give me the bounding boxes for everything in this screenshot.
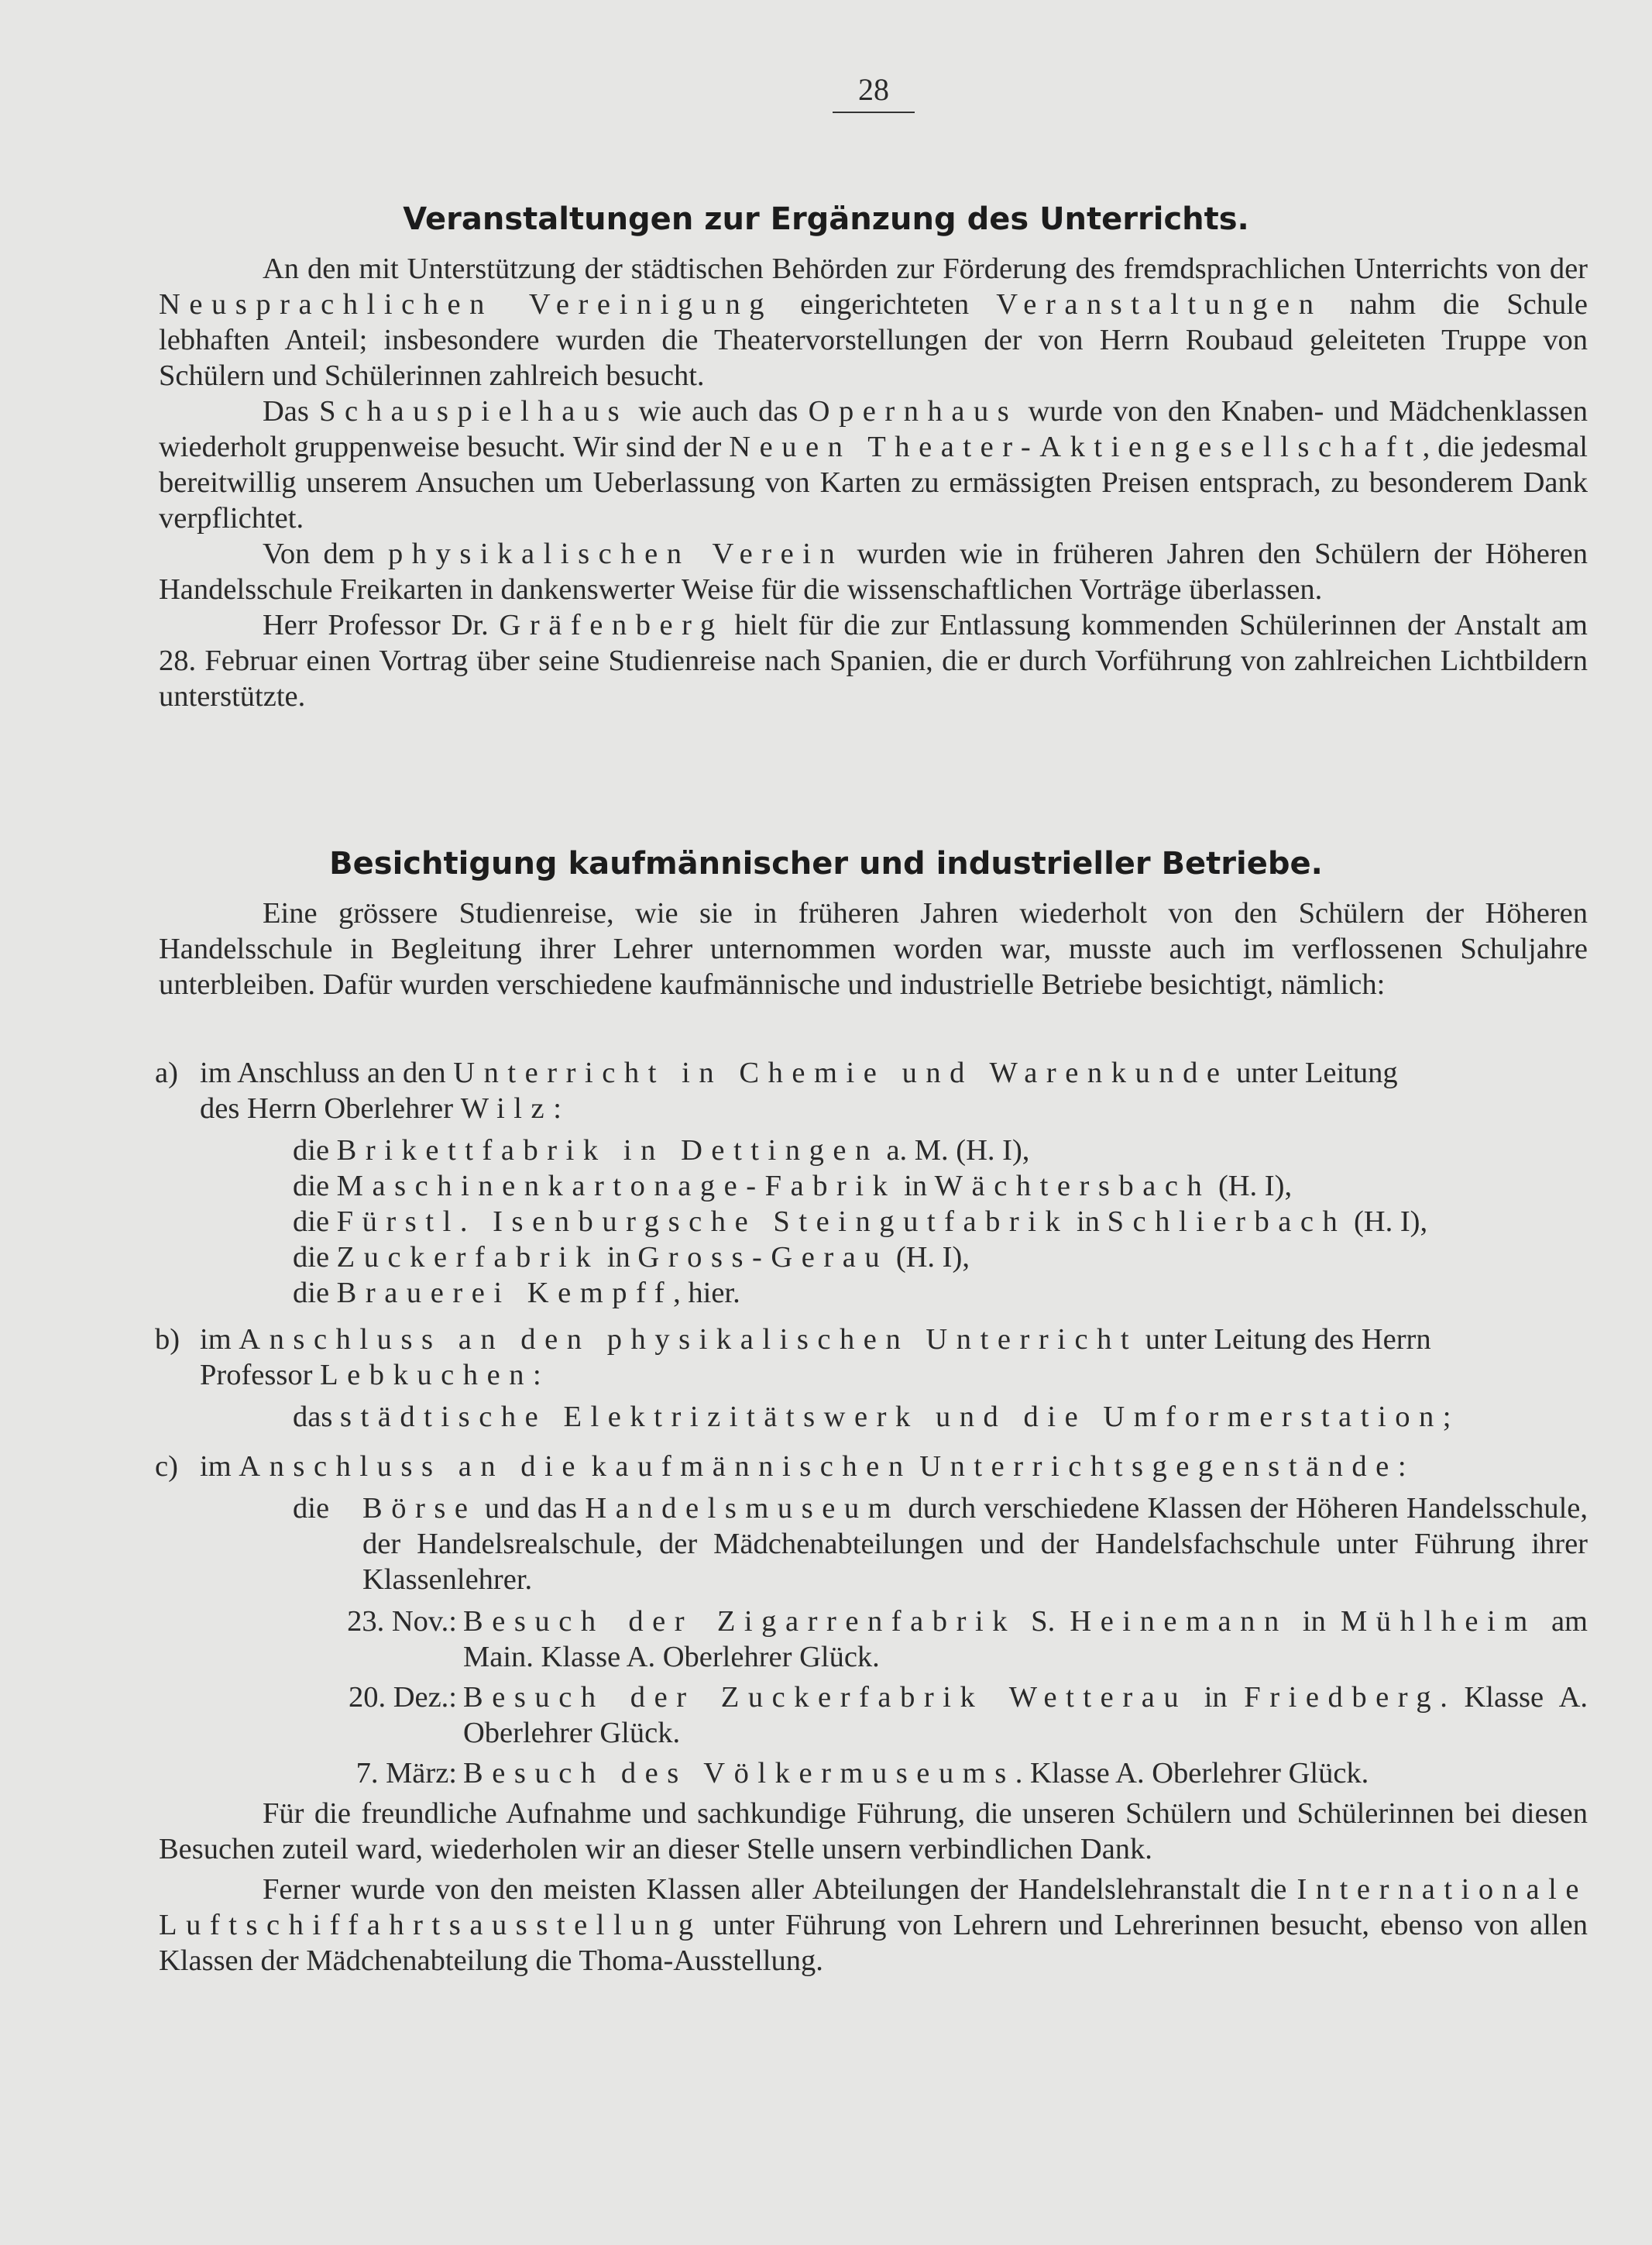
visit-text: Besuch des Völkermuseums. Klasse A. Oberlehrer Glück. bbox=[463, 1757, 1369, 1789]
section-heading-besichtigung: Besichtigung kaufmännischer und industrieller Betriebe. bbox=[329, 846, 1323, 882]
list-marker: b) bbox=[155, 1323, 180, 1356]
list-a-subitems bbox=[293, 1133, 1588, 1311]
list-text: im Anschluss an die kaufmännischen Unterrichtsgegenstände: bbox=[200, 1450, 1406, 1483]
list-text: Professor Lebkuchen: bbox=[200, 1359, 541, 1391]
paragraph: Herr Professor Dr. Gräfenberg hielt für die zur Entlassung kommenden Schülerinnen der Anstalt am 28. Februar einen Vortrag über seine Studienreise nach Spanien, die er durch Vorführung von zahlreichen Lichtbildern unterstützte. bbox=[159, 609, 1588, 713]
visit-entry-dez bbox=[293, 1679, 1588, 1751]
die-text: Börse und das Handelsmuseum durch verschiedene Klassen der Höheren Handelsschule, der Handelsrealschule, der Mädchenabteilungen und der Handelsfachschule unter Führung ihrer Klassenlehrer. bbox=[362, 1492, 1588, 1596]
subitem: die Maschinenkartonage-Fabrik in Wächtersbach (H. I), bbox=[293, 1170, 1293, 1202]
list-marker: a) bbox=[155, 1057, 178, 1089]
paragraph: Von dem physikalischen Verein wurden wie in früheren Jahren den Schülern der Höheren Handelsschule Freikarten in dankenswerter Weise für die wissenschaftlichen Vorträge überlassen. bbox=[159, 538, 1588, 606]
list-text: im Anschluss an den Unterricht in Chemie und Warenkunde unter Leitung bbox=[200, 1057, 1398, 1089]
subitem: die Brikettfabrik in Dettingen a. M. (H. I), bbox=[293, 1134, 1030, 1167]
section-heading-veranstaltungen: Veranstaltungen zur Ergänzung des Unterrichts. bbox=[403, 201, 1249, 237]
paragraph: Das Schauspielhaus wie auch das Opernhaus wurde von den Knaben- und Mädchenklassen wiederholt gruppenweise besucht. Wir sind der Neuen Theater-Aktiengesellschaft, die jedesmal bereitwillig unserem Ansuchen um Ueberlassung von Karten zu ermässigten Preisen entsprach, zu besonderem Dank verpflichtet. bbox=[159, 395, 1588, 535]
subitem: die Zuckerfabrik in Gross-Gerau (H. I), bbox=[293, 1241, 970, 1274]
subitem: die Brauerei Kempff, hier. bbox=[293, 1277, 740, 1309]
paragraph: Eine grössere Studienreise, wie sie in früheren Jahren wiederholt von den Schülern der Höheren Handelsschule in Begleitung ihrer Lehrer unternommen worden war, musste auch im verflossenen Schuljahre unterbleiben. Dafür wurden verschiedene kaufmännische und industrielle Betriebe besichtigt, nämlich: bbox=[159, 897, 1588, 1001]
visit-date: 20. Dez.: bbox=[348, 1681, 457, 1714]
paragraph: Ferner wurde von den meisten Klassen aller Abteilungen der Handelslehranstalt die Internationale Luftschiffahrtsausstellung unter Führung von Lehrern und Lehrerinnen besucht, ebenso von allen Klassen der Mädchenabteilung die Thoma-Ausstellung. bbox=[159, 1873, 1588, 1977]
subitem: das städtische Elektrizitätswerk und die Umformerstation; bbox=[293, 1401, 1451, 1433]
visit-entry-maerz bbox=[293, 1755, 1588, 1791]
visit-text: Besuch der Zigarrenfabrik S. Heinemann in Mühlheim am Main. Klasse A. Oberlehrer Glück. bbox=[463, 1605, 1588, 1673]
section1-body bbox=[159, 251, 1588, 714]
visit-date: 7. März: bbox=[355, 1757, 457, 1789]
section2-intro bbox=[159, 896, 1588, 1002]
section2-closing bbox=[159, 1796, 1588, 1979]
visit-text: Besuch der Zuckerfabrik Wetterau in Friedberg. Klasse A. Oberlehrer Glück. bbox=[463, 1681, 1588, 1749]
subitem: die Fürstl. Isenburgsche Steingutfabrik in Schlierbach (H. I), bbox=[293, 1205, 1428, 1238]
die-label: die bbox=[293, 1492, 330, 1525]
visit-entry-nov bbox=[293, 1604, 1588, 1675]
list-marker: c) bbox=[155, 1450, 178, 1483]
list-c-die bbox=[293, 1490, 1588, 1597]
list-item-a bbox=[155, 1055, 1588, 1126]
list-b-subitems bbox=[293, 1399, 1588, 1435]
paragraph: Für die freundliche Aufnahme und sachkundige Führung, die unseren Schülern und Schülerinnen bei diesen Besuchen zuteil ward, wiederholen wir an dieser Stelle unsern verbindlichen Dank. bbox=[159, 1797, 1588, 1865]
paragraph: An den mit Unterstützung der städtischen Behörden zur Förderung des fremdsprachlichen Unterrichts von der Neusprachlichen Vereinigung eingerichteten Veranstaltungen nahm die Schule lebhaften Anteil; insbesondere wurden die Theatervorstellungen der von Herrn Roubaud geleiteten Truppe von Schülern und Schülerinnen zahlreich besucht. bbox=[159, 253, 1588, 392]
page-number-rule bbox=[833, 112, 915, 113]
list-text: im Anschluss an den physikalischen Unterricht unter Leitung des Herrn bbox=[200, 1323, 1431, 1356]
visit-date: 23. Nov.: bbox=[347, 1605, 457, 1638]
page-number: 28 bbox=[858, 72, 889, 107]
list-item-c bbox=[155, 1449, 1588, 1484]
list-item-b bbox=[155, 1322, 1588, 1393]
list-text: des Herrn Oberlehrer Wilz: bbox=[200, 1092, 562, 1125]
